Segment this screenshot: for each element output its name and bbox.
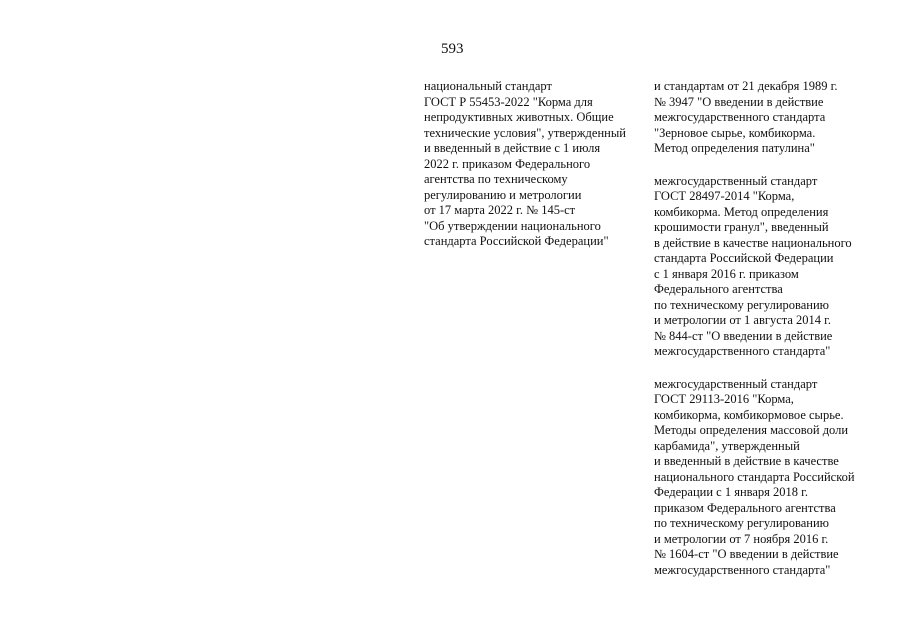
right-column-entry [654, 79, 894, 157]
text-line: карбамида", утвержденный [654, 438, 800, 453]
text-line: крошимости гранул", введенный [654, 220, 829, 234]
text-line: технические условия", утвержденный [424, 125, 626, 140]
text-line: и стандартам от 21 декабря 1989 г. [654, 79, 838, 93]
text-line: и введенный в действие с 1 июля [424, 141, 601, 155]
text-line: № 3947 "О введении в действие [654, 94, 824, 109]
text-line: межгосударственный стандарт [654, 376, 818, 391]
text-line: ГОСТ 28497-2014 "Корма, [654, 189, 795, 203]
right-column-entry [654, 174, 894, 360]
right-column-entry [654, 377, 894, 579]
text-line: Методы определения массовой доли [654, 423, 849, 437]
text-line: и метрологии от 7 ноября 2016 г. [654, 531, 829, 546]
text-line: агентства по техническому [424, 172, 568, 186]
left-column [424, 79, 644, 250]
text-line: и введенный в действие в качестве [654, 454, 839, 468]
text-line: национального стандарта Российской [654, 469, 855, 484]
text-line: от 17 марта 2022 г. № 145-ст [424, 203, 576, 217]
text-line: стандарта Российской Федерации" [424, 234, 609, 248]
text-line: № 844-ст "О введении в действие [654, 328, 833, 343]
text-line: ГОСТ Р 55453-2022 "Корма для [424, 94, 593, 109]
text-line: Метод определения патулина" [654, 141, 815, 155]
text-line: Федерации с 1 января 2018 г. [654, 485, 809, 499]
text-line: по техническому регулированию [654, 297, 830, 312]
text-line: межгосударственного стандарта" [654, 344, 831, 358]
text-line: межгосударственного стандарта [654, 110, 826, 124]
text-line: и метрологии от 1 августа 2014 г. [654, 313, 832, 327]
text-line: ГОСТ 29113-2016 "Корма, [654, 392, 794, 406]
text-line: № 1604-ст "О введении в действие [654, 547, 839, 561]
left-column-entry [424, 79, 644, 250]
text-line: комбикорма, комбикормовое сырье. [654, 407, 844, 422]
text-line: межгосударственного стандарта" [654, 562, 831, 577]
right-column [654, 79, 894, 578]
text-line: непродуктивных животных. Общие [424, 110, 614, 124]
text-line: приказом Федерального агентства [654, 500, 836, 515]
text-line: в действие в качестве национального [654, 235, 852, 250]
text-line: межгосударственный стандарт [654, 173, 818, 188]
text-line: национальный стандарт [424, 79, 552, 93]
text-line: 2022 г. приказом Федерального [424, 156, 591, 171]
text-line: "Зерновое сырье, комбикорма. [654, 125, 816, 140]
text-line: с 1 января 2016 г. приказом [654, 266, 799, 281]
text-line: "Об утверждении национального [424, 218, 601, 233]
text-line: стандарта Российской Федерации [654, 251, 834, 265]
text-line: регулированию и метрологии [424, 187, 582, 202]
text-line: по техническому регулированию [654, 516, 830, 530]
page-number: 593 [441, 41, 464, 57]
text-line: комбикорма. Метод определения [654, 204, 829, 219]
text-line: Федерального агентства [654, 282, 783, 296]
